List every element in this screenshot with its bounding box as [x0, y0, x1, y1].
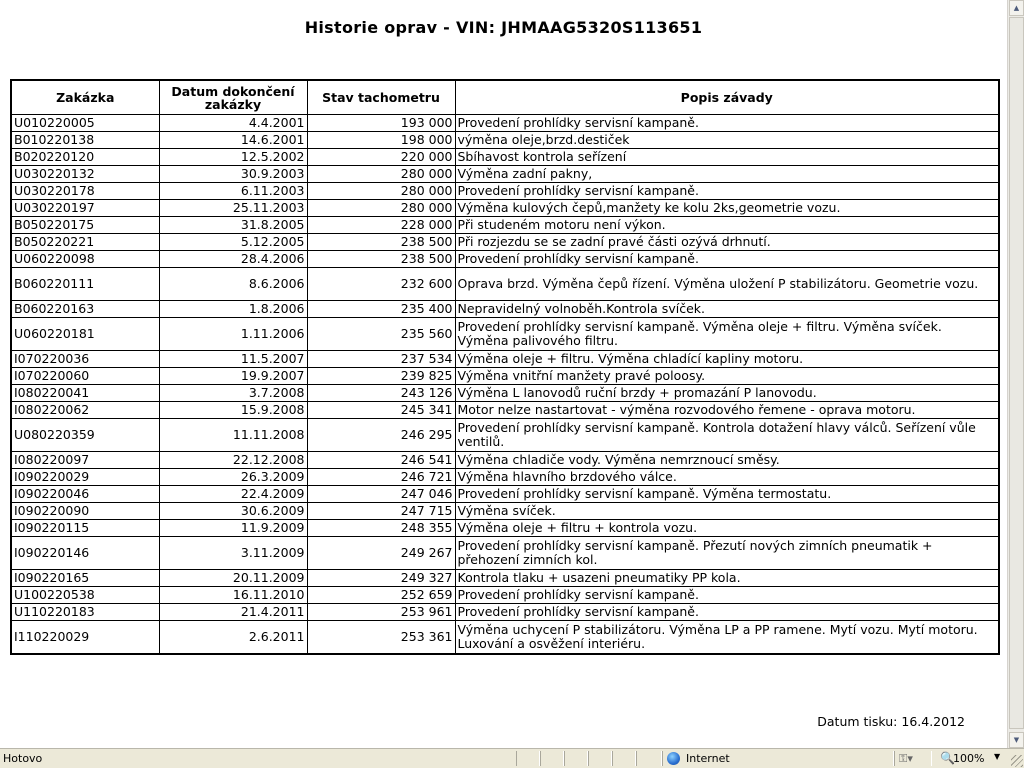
date-cell: 11.5.2007	[159, 351, 307, 368]
table-row	[11, 149, 999, 166]
order-cell: B060220163	[11, 301, 159, 318]
header-order: Zakázka	[11, 80, 159, 115]
resize-grip-icon[interactable]	[1011, 755, 1023, 767]
order-cell: B020220120	[11, 149, 159, 166]
date-cell: 1.11.2006	[159, 318, 307, 351]
order-cell: I070220060	[11, 368, 159, 385]
table-row	[11, 115, 999, 132]
odometer-cell: 249 267	[307, 537, 455, 570]
order-cell: I090220165	[11, 570, 159, 587]
description-cell: Motor nelze nastartovat - výměna rozvodového řemene - oprava motoru.	[455, 402, 999, 419]
print-date: Datum tisku: 16.4.2012	[817, 714, 965, 729]
description-cell: Výměna kulových čepů,manžety ke kolu 2ks,geometrie vozu.	[455, 200, 999, 217]
status-panel	[516, 751, 540, 766]
order-cell: U060220181	[11, 318, 159, 351]
description-cell: Při studeném motoru není výkon.	[455, 217, 999, 234]
table-row	[11, 301, 999, 318]
description-cell: Provedení prohlídky servisní kampaně.	[455, 183, 999, 200]
description-cell: Výměna chladiče vody. Výměna nemrznoucí směsy.	[455, 452, 999, 469]
table-row	[11, 452, 999, 469]
odometer-cell: 235 560	[307, 318, 455, 351]
description-cell: Výměna uchycení P stabilizátoru. Výměna LP a PP ramene. Mytí vozu. Mytí motoru. Luxování a osvěžení interiéru.	[455, 621, 999, 655]
header-completion-date: Datum dokončení zakázky	[159, 80, 307, 115]
table-row	[11, 385, 999, 402]
repair-history-table	[10, 79, 1000, 655]
table-row	[11, 183, 999, 200]
scroll-down-arrow-icon[interactable]: ▼	[1009, 732, 1024, 748]
table-row	[11, 570, 999, 587]
order-cell: I110220029	[11, 621, 159, 655]
status-panel	[540, 751, 564, 766]
date-cell: 21.4.2011	[159, 604, 307, 621]
odometer-cell: 245 341	[307, 402, 455, 419]
order-cell: U080220359	[11, 419, 159, 452]
page-title: Historie oprav - VIN: JHMAAG5320S113651	[304, 18, 703, 37]
table-row	[11, 537, 999, 570]
odometer-cell: 238 500	[307, 251, 455, 268]
odometer-cell: 193 000	[307, 115, 455, 132]
status-bar	[0, 748, 1024, 768]
odometer-cell: 198 000	[307, 132, 455, 149]
description-cell: výměna oleje,brzd.destiček	[455, 132, 999, 149]
odometer-cell: 280 000	[307, 183, 455, 200]
table-row	[11, 604, 999, 621]
date-cell: 8.6.2006	[159, 268, 307, 301]
description-cell: Při rozjezdu se se zadní pravé části ozývá drhnutí.	[455, 234, 999, 251]
description-cell: Výměna svíček.	[455, 503, 999, 520]
date-cell: 19.9.2007	[159, 368, 307, 385]
table-row	[11, 587, 999, 604]
header-odometer: Stav tachometru	[307, 80, 455, 115]
date-cell: 4.4.2001	[159, 115, 307, 132]
description-cell: Výměna hlavního brzdového válce.	[455, 469, 999, 486]
odometer-cell: 249 327	[307, 570, 455, 587]
odometer-cell: 246 295	[307, 419, 455, 452]
description-cell: Provedení prohlídky servisní kampaně.	[455, 587, 999, 604]
order-cell: I080220062	[11, 402, 159, 419]
date-cell: 28.4.2006	[159, 251, 307, 268]
date-cell: 3.11.2009	[159, 537, 307, 570]
status-panel	[612, 751, 636, 766]
table-row	[11, 469, 999, 486]
status-panel	[564, 751, 588, 766]
description-cell: Provedení prohlídky servisní kampaně.	[455, 251, 999, 268]
order-cell: I090220146	[11, 537, 159, 570]
description-cell: Výměna L lanovodů ruční brzdy + promazání P lanovodu.	[455, 385, 999, 402]
order-cell: U030220178	[11, 183, 159, 200]
date-cell: 15.9.2008	[159, 402, 307, 419]
description-cell: Výměna zadní pakny,	[455, 166, 999, 183]
odometer-cell: 232 600	[307, 268, 455, 301]
odometer-cell: 238 500	[307, 234, 455, 251]
odometer-cell: 246 541	[307, 452, 455, 469]
date-cell: 11.11.2008	[159, 419, 307, 452]
protected-mode-icon[interactable]: ⚿▾	[899, 752, 913, 765]
table-body	[11, 115, 999, 655]
date-cell: 6.11.2003	[159, 183, 307, 200]
odometer-cell: 280 000	[307, 166, 455, 183]
order-cell: I090220090	[11, 503, 159, 520]
date-cell: 2.6.2011	[159, 621, 307, 655]
date-cell: 30.6.2009	[159, 503, 307, 520]
date-cell: 12.5.2002	[159, 149, 307, 166]
order-cell: I090220029	[11, 469, 159, 486]
table-row	[11, 402, 999, 419]
table-header-row	[11, 80, 999, 115]
order-cell: B050220221	[11, 234, 159, 251]
odometer-cell: 228 000	[307, 217, 455, 234]
vertical-scrollbar[interactable]	[1007, 0, 1024, 748]
odometer-cell: 239 825	[307, 368, 455, 385]
table-row	[11, 419, 999, 452]
description-cell: Provedení prohlídky servisní kampaně. Výměna oleje + filtru. Výměna svíček. Výměna palivového filtru.	[455, 318, 999, 351]
description-cell: Výměna oleje + filtru. Výměna chladící kapliny motoru.	[455, 351, 999, 368]
odometer-cell: 248 355	[307, 520, 455, 537]
description-cell: Provedení prohlídky servisní kampaně. Přezutí nových zimních pneumatik + přehození zimních kol.	[455, 537, 999, 570]
description-cell: Výměna oleje + filtru + kontrola vozu.	[455, 520, 999, 537]
description-cell: Provedení prohlídky servisní kampaně. Výměna termostatu.	[455, 486, 999, 503]
description-cell: Nepravidelný volnoběh.Kontrola svíček.	[455, 301, 999, 318]
zoom-level[interactable]: 100%	[953, 752, 985, 765]
order-cell: U010220005	[11, 115, 159, 132]
odometer-cell: 247 715	[307, 503, 455, 520]
globe-icon	[667, 752, 680, 765]
table-row	[11, 368, 999, 385]
table-row	[11, 318, 999, 351]
order-cell: B010220138	[11, 132, 159, 149]
description-cell: Sbíhavost kontrola seřízení	[455, 149, 999, 166]
date-cell: 16.11.2010	[159, 587, 307, 604]
status-panel	[636, 751, 662, 766]
zoom-icon[interactable]: 🔍	[940, 751, 955, 765]
date-cell: 22.4.2009	[159, 486, 307, 503]
scrollbar-thumb[interactable]	[1009, 17, 1024, 729]
odometer-cell: 253 361	[307, 621, 455, 655]
table-row	[11, 520, 999, 537]
order-cell: U030220197	[11, 200, 159, 217]
odometer-cell: 253 961	[307, 604, 455, 621]
table-row	[11, 217, 999, 234]
security-zone-label: Internet	[686, 752, 730, 765]
status-panel	[588, 751, 612, 766]
order-cell: U110220183	[11, 604, 159, 621]
table-row	[11, 486, 999, 503]
description-cell: Kontrola tlaku + usazeni pneumatiky PP kola.	[455, 570, 999, 587]
order-cell: I080220041	[11, 385, 159, 402]
order-cell: U060220098	[11, 251, 159, 268]
date-cell: 11.9.2009	[159, 520, 307, 537]
table-row	[11, 503, 999, 520]
order-cell: B060220111	[11, 268, 159, 301]
order-cell: I080220097	[11, 452, 159, 469]
table-row	[11, 268, 999, 301]
date-cell: 3.7.2008	[159, 385, 307, 402]
date-cell: 22.12.2008	[159, 452, 307, 469]
date-cell: 25.11.2003	[159, 200, 307, 217]
odometer-cell: 243 126	[307, 385, 455, 402]
table-row	[11, 132, 999, 149]
zoom-dropdown-chevron-icon[interactable]: ▼	[994, 752, 1001, 761]
odometer-cell: 280 000	[307, 200, 455, 217]
description-cell: Provedení prohlídky servisní kampaně.	[455, 604, 999, 621]
header-description: Popis závady	[455, 80, 999, 115]
order-cell: I070220036	[11, 351, 159, 368]
description-cell: Výměna vnitřní manžety pravé poloosy.	[455, 368, 999, 385]
table-row	[11, 234, 999, 251]
table-row	[11, 621, 999, 655]
date-cell: 31.8.2005	[159, 217, 307, 234]
odometer-cell: 252 659	[307, 587, 455, 604]
date-cell: 20.11.2009	[159, 570, 307, 587]
order-cell: U030220132	[11, 166, 159, 183]
date-cell: 26.3.2009	[159, 469, 307, 486]
odometer-cell: 247 046	[307, 486, 455, 503]
table-row	[11, 200, 999, 217]
status-text: Hotovo	[3, 752, 43, 765]
scroll-up-arrow-icon[interactable]: ▲	[1009, 0, 1024, 16]
table-row	[11, 166, 999, 183]
description-cell: Provedení prohlídky servisní kampaně.	[455, 115, 999, 132]
order-cell: U100220538	[11, 587, 159, 604]
odometer-cell: 220 000	[307, 149, 455, 166]
order-cell: I090220046	[11, 486, 159, 503]
date-cell: 1.8.2006	[159, 301, 307, 318]
date-cell: 30.9.2003	[159, 166, 307, 183]
table-row	[11, 251, 999, 268]
description-cell: Provedení prohlídky servisní kampaně. Kontrola dotažení hlavy válců. Seřízení vůle ventilů.	[455, 419, 999, 452]
order-cell: I090220115	[11, 520, 159, 537]
odometer-cell: 246 721	[307, 469, 455, 486]
date-cell: 5.12.2005	[159, 234, 307, 251]
order-cell: B050220175	[11, 217, 159, 234]
odometer-cell: 237 534	[307, 351, 455, 368]
description-cell: Oprava brzd. Výměna čepů řízení. Výměna uložení P stabilizátoru. Geometrie vozu.	[455, 268, 999, 301]
odometer-cell: 235 400	[307, 301, 455, 318]
date-cell: 14.6.2001	[159, 132, 307, 149]
table-row	[11, 351, 999, 368]
